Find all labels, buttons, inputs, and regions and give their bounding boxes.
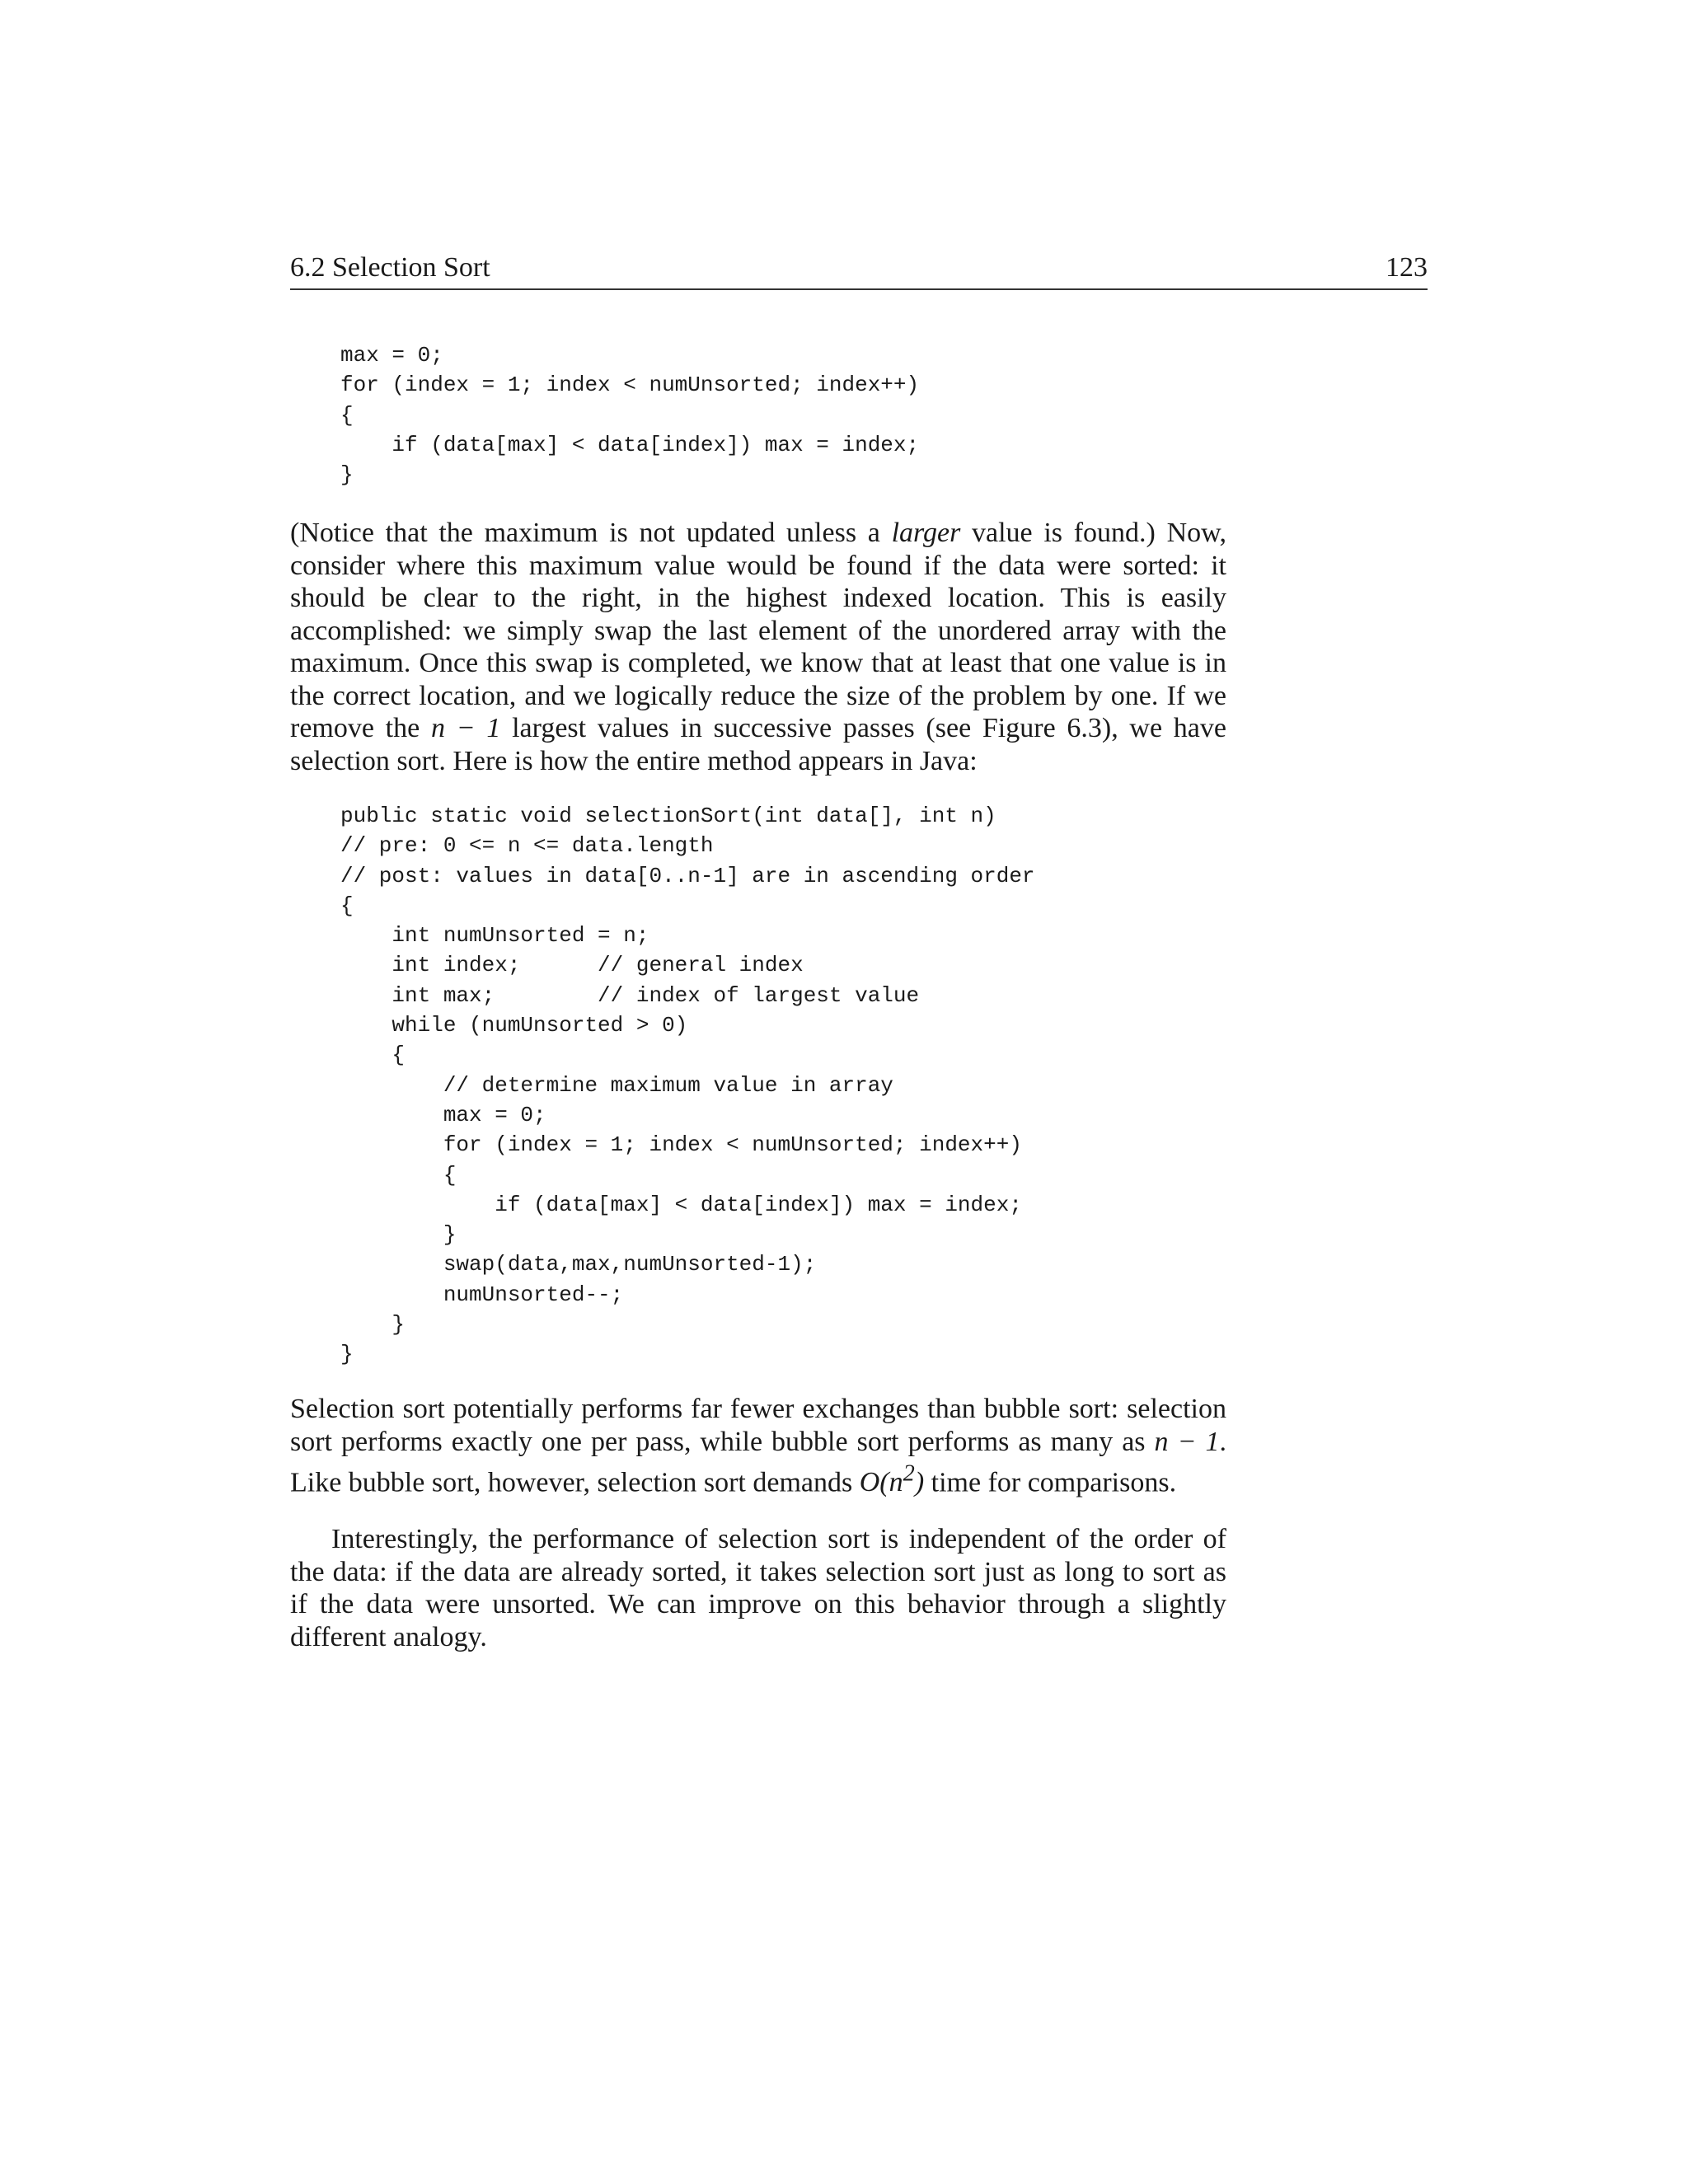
paragraph-exchanges-comparison [290,1393,1226,1499]
section-title: 6.2 Selection Sort [290,252,490,283]
math-expression: n − 1 [430,713,501,743]
paragraph-text: (Notice that the maximum is not updated unless a [290,518,892,548]
paragraph-maximum-explanation [290,517,1226,777]
math-close: ) [914,1467,925,1498]
big-o-expression [859,1461,925,1498]
emphasis-text: larger [891,518,961,548]
running-header [290,247,1428,290]
math-base: O(n [859,1467,903,1498]
code-block-selection-sort: public static void selectionSort(int data[], int n) // pre: 0 <= n <= data.length // post: values in data[0..n-1] are in ascending order { int numUnsorted = n; int index; // general index int max; // index of largest value while (numUnsorted > 0) { // determine maximum value in array max = 0; for (index = 1; index < numUnsorted; index++) { if (data[max] < data[index]) max = index; } swap(data,max,numUnsorted-1); numUnsorted--; } } [340,804,1035,1367]
math-expression: n − 1 [1154,1426,1220,1457]
paragraph-text: time for comparisons. [924,1467,1177,1498]
paragraph-order-independence: Interestingly, the performance of selection sort is independent of the order of the data: if the data are already sorted, it takes selection sort just as long to sort as if the data were unsorted. We can improve on this behavior through a slightly different analogy. [290,1524,1226,1652]
paragraph-text: Selection sort potentially performs far fewer exchanges than bubble sort: selection sort performs exactly one per pass, while bubble sort performs as many as [290,1394,1226,1457]
paragraph-text: . Like bubble sort, however, selection sort demands [290,1426,1226,1498]
code-block-max-loop: max = 0; for (index = 1; index < numUnsorted; index++) { if (data[max] < data[index]) max = index; } [340,343,920,488]
paragraph-text: value is found.) Now, consider where this maximum value would be found if the data were sorted: it should be clear to the right, in the highest indexed location. This is easily accomplished: we simply swap the last element of the unordered array with the maximum. Once this swap is completed, we know that at least that one value is in the correct location, and we logically reduce the size of the problem by one. If we remove the [290,518,1226,743]
page-number: 123 [1386,252,1428,283]
paragraph-text: largest values in successive passes (see Figure 6.3), we have selection sort. Here is how the entire method appears in Java: [290,713,1226,776]
math-exponent: 2 [903,1461,915,1487]
